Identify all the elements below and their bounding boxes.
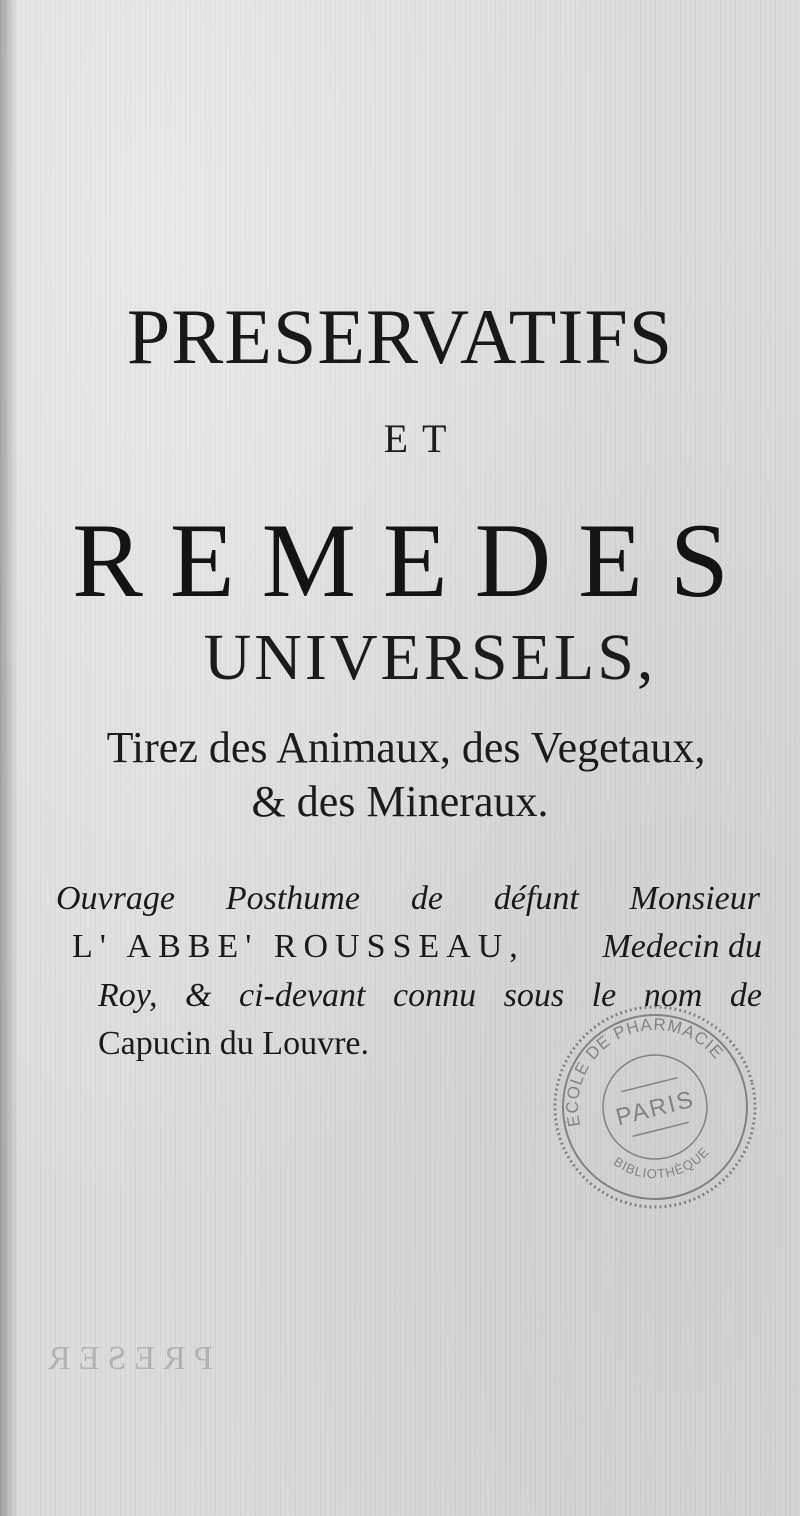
stamp-center-text: PARIS xyxy=(613,1085,698,1132)
credit-word: nom xyxy=(643,977,703,1014)
title-remedes: REMEDES xyxy=(72,502,756,619)
credit-line-1 xyxy=(56,880,760,918)
title-universels: UNIVERSELS, xyxy=(203,621,657,694)
credit-word: le xyxy=(591,977,617,1014)
stamp-ring-text: ÉCOLE DE PHARMACIE xyxy=(562,1014,728,1129)
title-et: ET xyxy=(383,416,461,461)
title-preservatifs: PRESERVATIFS xyxy=(126,293,674,380)
credit-word: Posthume xyxy=(225,880,360,917)
subtitle-line-1: Tirez des Animaux, des Vegetaux, xyxy=(106,723,706,772)
author-name: L' ABBE' ROUSSEAU, xyxy=(72,928,525,965)
stamp-bottom-text: BIBLIOTHÈQUE xyxy=(611,1143,713,1182)
credit-word: connu xyxy=(393,977,477,1014)
credit-word: Monsieur xyxy=(629,880,760,917)
svg-text:BIBLIOTHÈQUE xyxy=(609,1132,716,1193)
credit-word: de xyxy=(410,880,443,917)
author-role: Medecin du xyxy=(602,928,762,965)
credit-word: de xyxy=(729,977,762,1014)
credit-word: défunt xyxy=(493,880,579,917)
credit-line-2 xyxy=(72,928,762,966)
credit-word: & xyxy=(185,977,212,1014)
subtitle-line-2: & des Mineraux. xyxy=(251,777,549,826)
library-stamp xyxy=(525,977,784,1236)
credit-word: Roy, xyxy=(98,977,158,1014)
credit-word: Ouvrage xyxy=(56,880,175,917)
credit-line-4: Capucin du Louvre. xyxy=(98,1025,369,1062)
mirrored-show-through: PRESER xyxy=(40,1340,213,1377)
credit-word: sous xyxy=(503,977,565,1014)
credit-word: ci-devant xyxy=(239,977,366,1014)
